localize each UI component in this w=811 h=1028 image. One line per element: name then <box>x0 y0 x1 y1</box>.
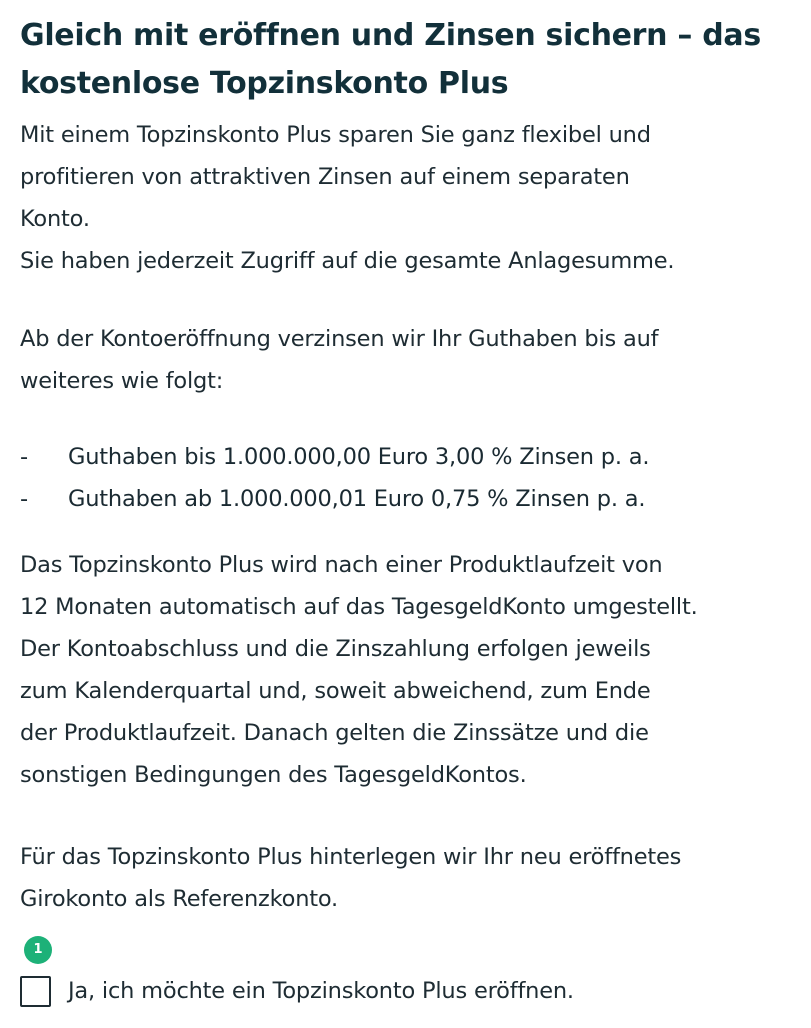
list-item <box>20 436 795 478</box>
rates-intro-line: Ab der Kontoeröffnung verzinsen wir Ihr Guthaben bis auf <box>20 326 659 352</box>
rate-text: Guthaben ab 1.000.000,01 Euro 0,75 % Zinsen p. a. <box>68 486 646 512</box>
intro-line: Konto. <box>20 206 90 232</box>
list-item <box>20 478 795 520</box>
terms-line: sonstigen Bedingungen des TagesgeldKontos. <box>20 762 527 788</box>
spacer <box>20 282 795 318</box>
reference-account-paragraph <box>20 836 795 920</box>
interest-rate-list <box>20 436 795 520</box>
rates-intro-line: weiteres wie folgt: <box>20 368 224 394</box>
page-title <box>20 12 795 108</box>
intro-paragraph <box>20 114 795 282</box>
intro-line: profitieren von attraktiven Zinsen auf einem separaten <box>20 164 630 190</box>
rate-text: Guthaben bis 1.000.000,00 Euro 3,00 % Zinsen p. a. <box>68 444 650 470</box>
step-marker-badge: 1 <box>24 936 52 964</box>
rates-intro-paragraph <box>20 318 795 402</box>
intro-line: Sie haben jederzeit Zugriff auf die gesamte Anlagesumme. <box>20 248 675 274</box>
reference-line: Für das Topzinskonto Plus hinterlegen wir Ihr neu eröffnetes <box>20 844 682 870</box>
open-topzinskonto-option[interactable] <box>20 972 574 1010</box>
page-title-line-1: Gleich mit eröffnen und Zinsen sichern – das <box>20 18 761 53</box>
product-terms-paragraph <box>20 544 795 796</box>
terms-line: Der Kontoabschluss und die Zinszahlung erfolgen jeweils <box>20 636 651 662</box>
list-dash: - <box>20 444 28 470</box>
open-topzinskonto-checkbox[interactable] <box>20 976 51 1007</box>
intro-line: Mit einem Topzinskonto Plus sparen Sie ganz flexibel und <box>20 122 651 148</box>
reference-line: Girokonto als Referenzkonto. <box>20 886 339 912</box>
page-title-line-2: kostenlose Topzinskonto Plus <box>20 66 509 101</box>
terms-line: 12 Monaten automatisch auf das TagesgeldKonto umgestellt. <box>20 594 698 620</box>
topzinskonto-section <box>20 12 795 920</box>
list-dash: - <box>20 486 28 512</box>
open-topzinskonto-label[interactable]: Ja, ich möchte ein Topzinskonto Plus eröffnen. <box>68 978 574 1004</box>
terms-line: der Produktlaufzeit. Danach gelten die Zinssätze und die <box>20 720 649 746</box>
terms-line: zum Kalenderquartal und, soweit abweichend, zum Ende <box>20 678 651 704</box>
terms-line: Das Topzinskonto Plus wird nach einer Produktlaufzeit von <box>20 552 663 578</box>
